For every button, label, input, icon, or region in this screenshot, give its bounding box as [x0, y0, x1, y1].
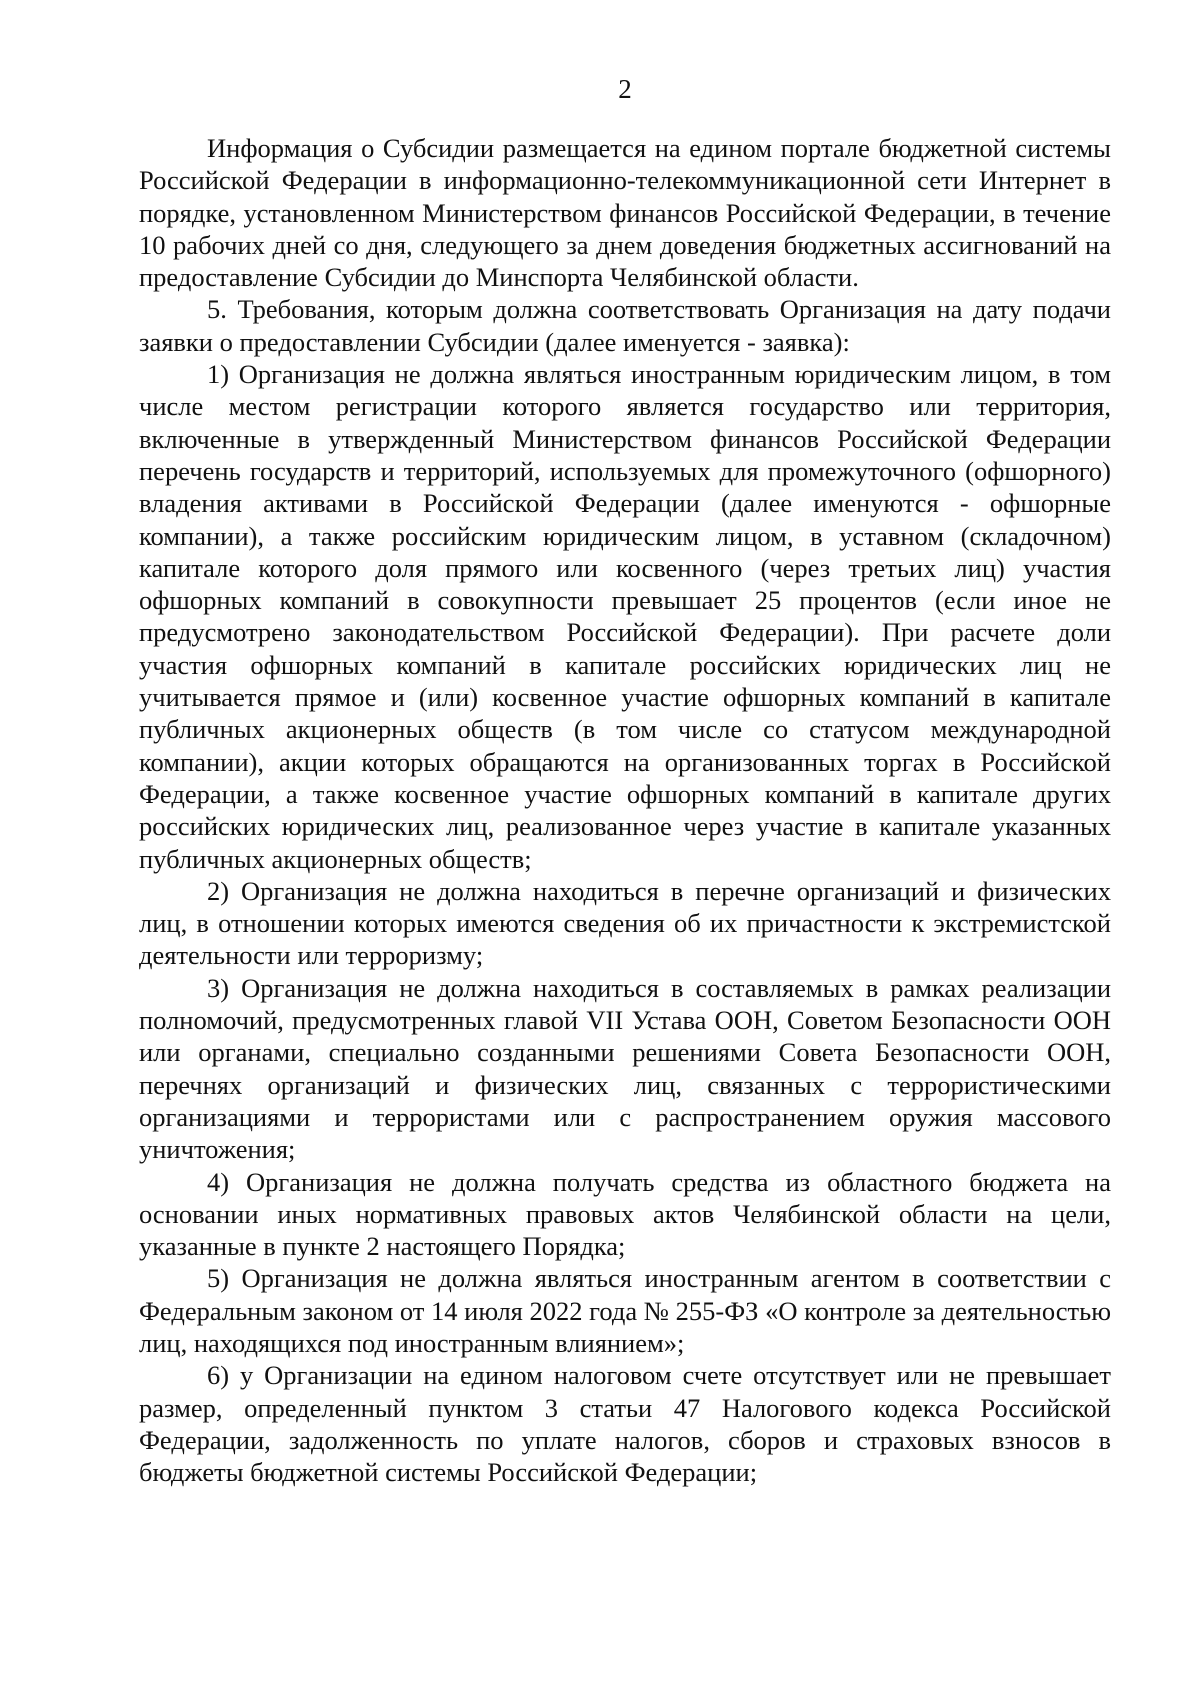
page-number: 2	[618, 74, 632, 104]
paragraph-subsidy-info: Информация о Субсидии размещается на едином портале бюджетной системы Российской Федерации в информационно-телекоммуникационной сети Интернет в порядке, установленном Министерством финансов Российской Федерации, в течение 10 рабочих дней со дня, следующего за днем доведения бюджетных ассигнований на предоставление Субсидии до Минспорта Челябинской области.	[139, 133, 1111, 293]
paragraph-item-2: 2) Организация не должна находиться в перечне организаций и физических лиц, в отношении которых имеются сведения об их причастности к экстремистской деятельности или терроризму;	[139, 875, 1111, 971]
paragraph-item-6: 6) у Организации на едином налоговом счете отсутствует или не превышает размер, определенный пунктом 3 статьи 47 Налогового кодекса Российской Федерации, задолженность по уплате налогов, сборов и страховых взносов в бюджеты бюджетной системы Российской Федерации;	[139, 1360, 1111, 1488]
paragraph-requirements-5: 5. Требования, которым должна соответствовать Организация на дату подачи заявки о предоставлении Субсидии (далее именуется - заявка):	[139, 294, 1111, 357]
paragraph-item-4: 4) Организация не должна получать средства из областного бюджета на основании иных нормативных правовых актов Челябинской области на цели, указанные в пункте 2 настоящего Порядка;	[139, 1166, 1111, 1262]
paragraph-item-5: 5) Организация не должна являться иностранным агентом в соответствии с Федеральным законом от 14 июля 2022 года № 255-ФЗ «О контроле за деятельностью лиц, находящихся под иностранным влиянием»;	[139, 1263, 1111, 1358]
paragraph-item-3: 3) Организация не должна находиться в составляемых в рамках реализации полномочий, предусмотренных главой VII Устава ООН, Советом Безопасности ООН или органами, специально созданными решениями Совета Безопасности ООН, перечнях организаций и физических лиц, связанных с террористическими организациями и террористами или с распространением оружия массового уничтожения;	[139, 972, 1111, 1165]
paragraph-item-1: 1) Организация не должна являться иностранным юридическим лицом, в том числе местом регистрации которого является государство или территория, включенные в утвержденный Министерством финансов Российской Федерации перечень государств и территорий, используемых для промежуточного (офшорного) владения активами в Российской Федерации (далее именуются - офшорные компании), а также российским юридическим лицом, в уставном (складочном) капитале которого доля прямого или косвенного (через третьих лиц) участия офшорных компаний в совокупности превышает 25 процентов (если иное не предусмотрено законодательством Российской Федерации). При расчете доли участия офшорных компаний в капитале российских юридических лиц не учитывается прямое и (или) косвенное участие офшорных компаний в капитале публичных акционерных обществ (в том числе со статусом международной компании), акции которых обращаются на организованных торгах в Российской Федерации, а также косвенное участие офшорных компаний в капитале других российских юридических лиц, реализованное через участие в капитале указанных публичных акционерных обществ;	[139, 359, 1111, 874]
document-body	[139, 132, 1111, 1488]
